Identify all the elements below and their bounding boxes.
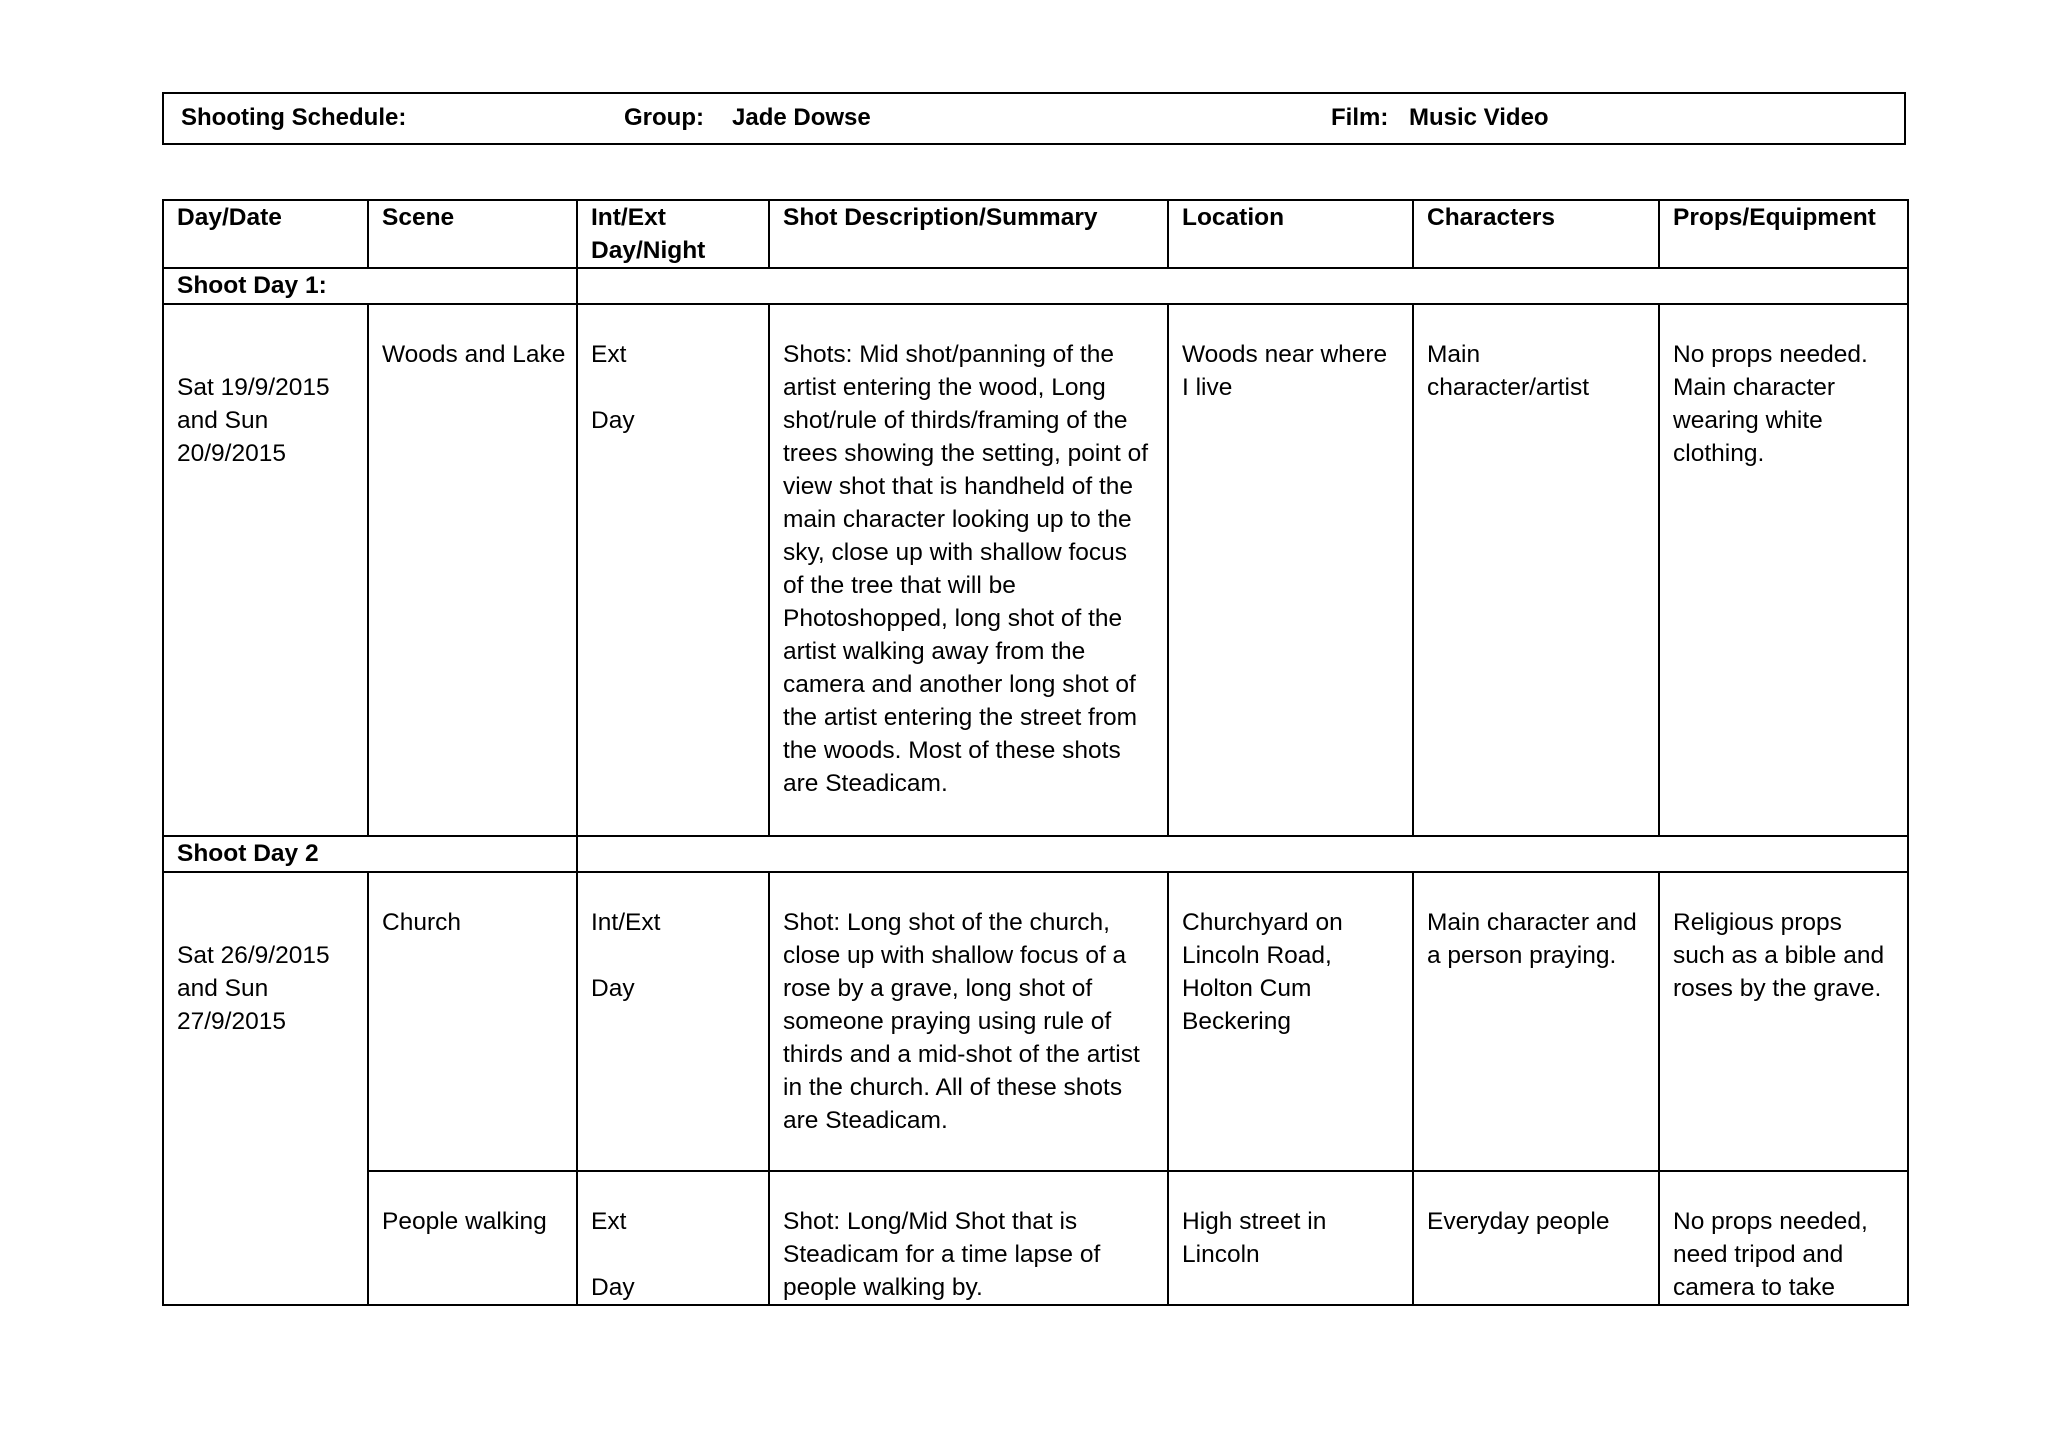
shoot-day-1-label: Shoot Day 1: — [163, 268, 577, 304]
col-header-props: Props/Equipment — [1659, 200, 1908, 268]
day2-date-line2: and Sun — [177, 975, 269, 1002]
day2-row2-props-cell — [1659, 1171, 1908, 1305]
col-header-day-date: Day/Date — [163, 200, 368, 268]
day1-props-cell — [1659, 304, 1908, 836]
col-header-shot: Shot Description/Summary — [769, 200, 1168, 268]
col-header-characters: Characters — [1413, 200, 1659, 268]
film-label: Film: — [1331, 104, 1389, 131]
day2-row1-shot-cell — [769, 872, 1168, 1171]
day1-props: No props needed. Main character wearing white clothing. — [1673, 341, 1868, 467]
schedule-header — [162, 92, 1906, 145]
shoot-day-2-spacer — [577, 836, 1908, 872]
day2-row2-scene: People walking — [382, 1208, 547, 1235]
day2-row2-int-ext-cell — [577, 1171, 769, 1305]
day2-row1-scene-cell — [368, 872, 577, 1171]
day1-shot-cell — [769, 304, 1168, 836]
table-row — [163, 1171, 1908, 1305]
day2-date-line1: Sat 26/9/2015 — [177, 942, 330, 969]
schedule-label: Shooting Schedule: — [181, 104, 407, 131]
col-header-day-night-label: Day/Night — [591, 237, 706, 264]
day2-row2-shot: Shot: Long/Mid Shot that is Steadicam for a time lapse of people walking by. — [783, 1208, 1101, 1301]
day2-row1-day-night: Day — [591, 975, 635, 1002]
col-header-location: Location — [1168, 200, 1413, 268]
day2-row2-characters: Everyday people — [1427, 1208, 1610, 1235]
day1-date-cell — [163, 304, 368, 836]
day2-row2-characters-cell — [1413, 1171, 1659, 1305]
col-header-int-ext — [577, 200, 769, 268]
day2-row2-location: High street in Lincoln — [1182, 1208, 1327, 1268]
day1-characters: Main character/artist — [1427, 341, 1590, 401]
day1-date-line3: 20/9/2015 — [177, 440, 286, 467]
header-row — [163, 200, 1908, 268]
day1-characters-cell — [1413, 304, 1659, 836]
table-row — [163, 304, 1908, 836]
day2-row1-location: Churchyard on Lincoln Road, Holton Cum Beckering — [1182, 909, 1343, 1035]
group-value: Jade Dowse — [732, 104, 871, 131]
day2-row1-location-cell — [1168, 872, 1413, 1171]
group-label: Group: — [624, 104, 704, 131]
shoot-day-2-label: Shoot Day 2 — [163, 836, 577, 872]
day2-row1-scene: Church — [382, 909, 461, 936]
table-row — [163, 872, 1908, 1171]
day2-row2-day-night: Day — [591, 1274, 635, 1301]
col-header-int-ext-label: Int/Ext — [591, 204, 666, 231]
day2-row2-location-cell — [1168, 1171, 1413, 1305]
day2-row1-characters-cell — [1413, 872, 1659, 1171]
schedule-table — [162, 199, 1909, 1306]
day1-scene: Woods and Lake — [382, 341, 566, 368]
day2-date-cell — [163, 872, 368, 1305]
shoot-day-1-spacer — [577, 268, 1908, 304]
day1-int-ext-cell — [577, 304, 769, 836]
day2-row1-characters: Main character and a person praying. — [1427, 909, 1637, 969]
day2-row1-int-ext: Int/Ext — [591, 909, 661, 936]
col-header-scene: Scene — [368, 200, 577, 268]
day2-row1-props-cell — [1659, 872, 1908, 1171]
day1-int-ext: Ext — [591, 341, 627, 368]
day1-scene-cell — [368, 304, 577, 836]
day1-date-line1: Sat 19/9/2015 — [177, 374, 330, 401]
day2-row2-int-ext: Ext — [591, 1208, 627, 1235]
day2-date-line3: 27/9/2015 — [177, 1008, 286, 1035]
day1-shot: Shots: Mid shot/panning of the artist entering the wood, Long shot/rule of thirds/framing of the trees showing the setting, point of view shot that is handheld of the main character looking up to the sky, close up with shallow focus of the tree that will be Photoshopped, long shot of the artist walking away from the camera and another long shot of the artist entering the street from the woods. Most of these shots are Steadicam. — [783, 341, 1148, 797]
day2-row2-scene-cell — [368, 1171, 577, 1305]
day1-location-cell — [1168, 304, 1413, 836]
shoot-day-2-row — [163, 836, 1908, 872]
day2-row1-int-ext-cell — [577, 872, 769, 1171]
day2-row2-props: No props needed, need tripod and camera to take — [1673, 1208, 1868, 1301]
film-value: Music Video — [1409, 104, 1549, 131]
day2-row2-shot-cell — [769, 1171, 1168, 1305]
day2-row1-props: Religious props such as a bible and roses by the grave. — [1673, 909, 1885, 1002]
day1-date-line2: and Sun — [177, 407, 269, 434]
day2-row1-shot: Shot: Long shot of the church, close up with shallow focus of a rose by a grave, long shot of someone praying using rule of thirds and a mid-shot of the artist in the church. All of these shots are Steadicam. — [783, 909, 1140, 1134]
day1-location: Woods near where I live — [1182, 341, 1388, 401]
day1-day-night: Day — [591, 407, 635, 434]
shoot-day-1-row — [163, 268, 1908, 304]
